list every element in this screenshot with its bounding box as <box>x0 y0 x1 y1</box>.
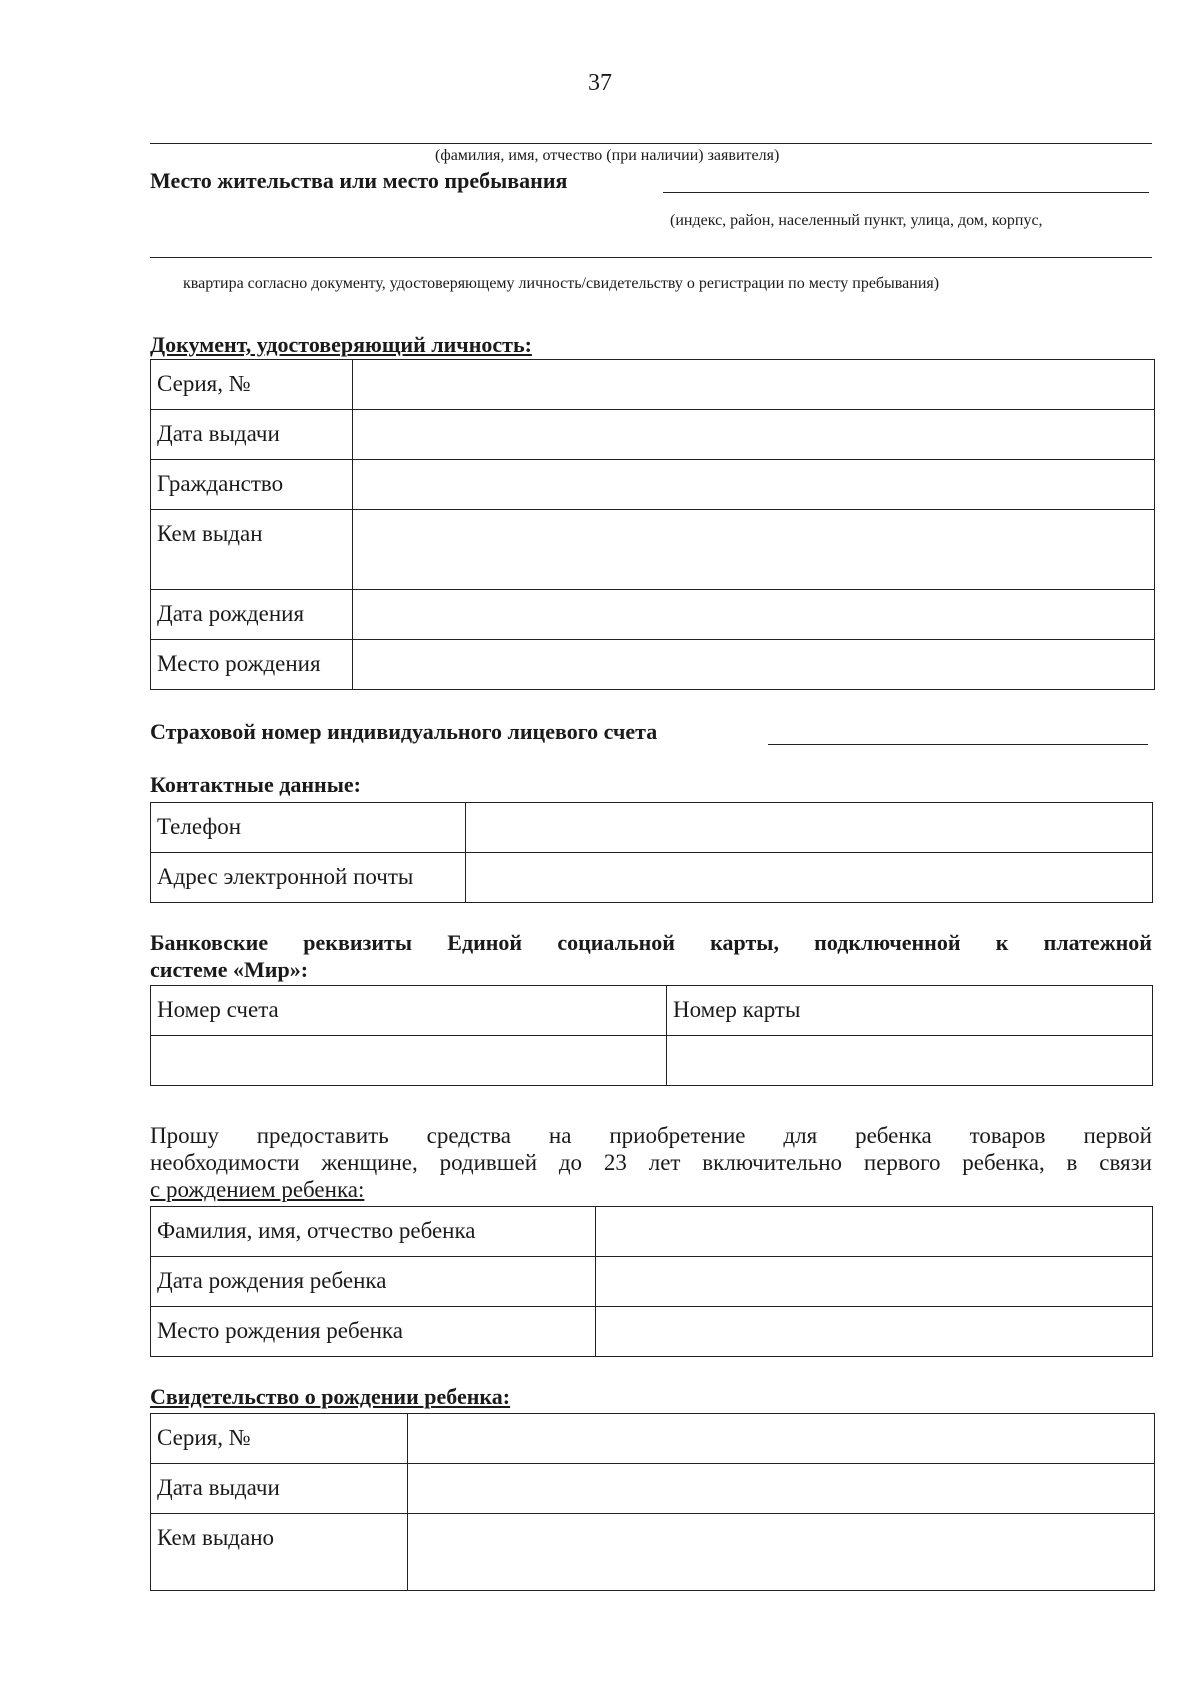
table-row <box>151 1036 1153 1086</box>
table-row <box>151 1207 1153 1257</box>
address-caption-2: квартира согласно документу, удостоверяющему личность/свидетельству о регистрации по месту пребывания) <box>183 275 940 292</box>
card-number-label: Номер карты <box>667 986 1153 1036</box>
row-label: Дата рождения ребенка <box>151 1257 596 1307</box>
birth-certificate-table <box>150 1413 1155 1591</box>
row-label: Место рождения ребенка <box>151 1307 596 1357</box>
table-row <box>151 1307 1153 1357</box>
table-row <box>151 803 1153 853</box>
table-row <box>151 410 1155 460</box>
child-birth-date-field[interactable] <box>596 1257 1153 1307</box>
identity-document-heading: Документ, удостоверяющий личность: <box>150 332 532 357</box>
row-label: Фамилия, имя, отчество ребенка <box>151 1207 596 1257</box>
table-row <box>151 460 1155 510</box>
table-row <box>151 360 1155 410</box>
snils-label: Страховой номер индивидуального лицевого счета <box>150 719 658 744</box>
birth-date-field[interactable] <box>353 590 1155 640</box>
child-birth-place-field[interactable] <box>596 1307 1153 1357</box>
snils-fill-line[interactable] <box>768 744 1148 745</box>
page-number: 37 <box>588 70 612 96</box>
residence-label: Место жительства или место пребывания <box>150 168 568 193</box>
table-row <box>151 986 1153 1036</box>
bank-heading-line-1: Банковские реквизиты Единой социальной карты, подключенной к платежной <box>150 930 1152 955</box>
certificate-issue-date-field[interactable] <box>408 1464 1155 1514</box>
row-label: Серия, № <box>151 360 353 410</box>
issue-date-field[interactable] <box>353 410 1155 460</box>
citizenship-field[interactable] <box>353 460 1155 510</box>
card-number-field[interactable] <box>667 1036 1153 1086</box>
contacts-table <box>150 802 1153 903</box>
issued-by-field[interactable] <box>353 510 1155 590</box>
table-row <box>151 590 1155 640</box>
row-label: Адрес электронной почты <box>151 853 466 903</box>
applicant-name-line[interactable] <box>150 143 1152 144</box>
request-line-1: Прошу предоставить средства на приобретение для ребенка товаров первой <box>150 1123 1152 1148</box>
row-label: Телефон <box>151 803 466 853</box>
account-number-field[interactable] <box>151 1036 667 1086</box>
address-fill-line[interactable] <box>150 257 1152 258</box>
row-label: Место рождения <box>151 640 353 690</box>
child-table <box>150 1206 1153 1357</box>
row-label: Дата рождения <box>151 590 353 640</box>
address-caption-1: (индекс, район, населенный пункт, улица, дом, корпус, <box>670 212 1043 229</box>
identity-document-table <box>150 359 1155 690</box>
table-row <box>151 1257 1153 1307</box>
birth-place-field[interactable] <box>353 640 1155 690</box>
series-number-field[interactable] <box>353 360 1155 410</box>
table-row <box>151 640 1155 690</box>
request-line-3: с рождением ребенка: <box>150 1177 365 1202</box>
birth-certificate-heading: Свидетельство о рождении ребенка: <box>150 1384 511 1409</box>
request-line-2: необходимости женщине, родившей до 23 лет включительно первого ребенка, в связи <box>150 1150 1152 1175</box>
table-row <box>151 1414 1155 1464</box>
contacts-heading: Контактные данные: <box>150 772 361 797</box>
certificate-series-number-field[interactable] <box>408 1414 1155 1464</box>
row-label: Серия, № <box>151 1414 408 1464</box>
row-label: Гражданство <box>151 460 353 510</box>
residence-fill-line[interactable] <box>663 192 1149 193</box>
table-row <box>151 510 1155 590</box>
account-number-label: Номер счета <box>151 986 667 1036</box>
table-row <box>151 853 1153 903</box>
row-label: Кем выдано <box>151 1514 408 1591</box>
table-row <box>151 1464 1155 1514</box>
applicant-name-caption: (фамилия, имя, отчество (при наличии) заявителя) <box>435 147 780 164</box>
email-field[interactable] <box>466 853 1153 903</box>
bank-heading-line-2: системе «Мир»: <box>150 957 309 982</box>
phone-field[interactable] <box>466 803 1153 853</box>
request-paragraph <box>150 1122 1152 1203</box>
certificate-issued-by-field[interactable] <box>408 1514 1155 1591</box>
table-row <box>151 1514 1155 1591</box>
row-label: Дата выдачи <box>151 1464 408 1514</box>
row-label: Дата выдачи <box>151 410 353 460</box>
bank-table <box>150 985 1153 1086</box>
child-name-field[interactable] <box>596 1207 1153 1257</box>
row-label: Кем выдан <box>151 510 353 590</box>
